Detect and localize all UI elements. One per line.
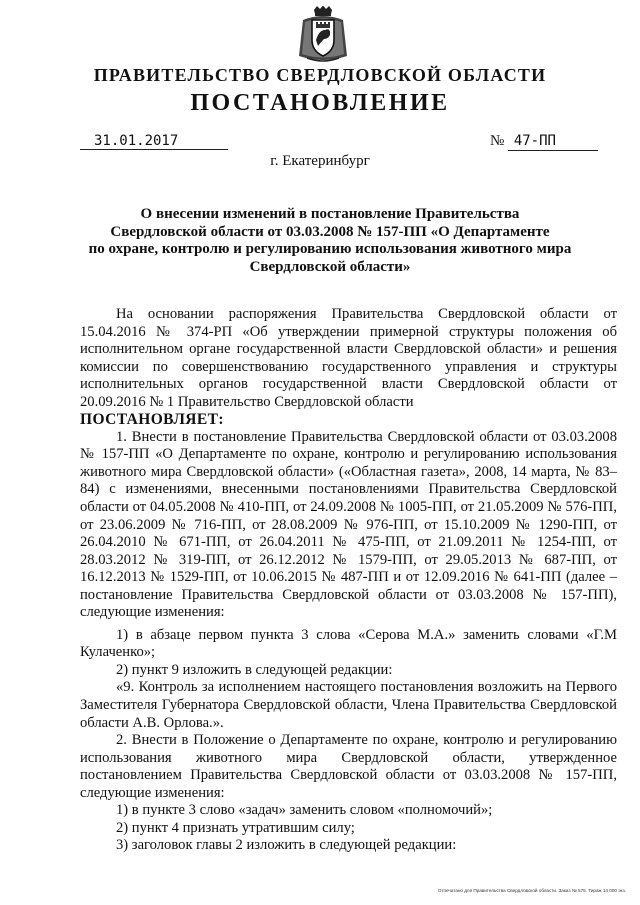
preamble-paragraph: На основании распоряжения Правительства Свердловской области от 15.04.2016 № 374-РП «Об утверждении примерной структуры положения об исполнительном органе государственной власти Свердловской области» и решения комиссии по совершенствованию государственного управления и структуры исполнительных органов государственной власти Свердловской области от 20.09.2016 № 1 Правительство Свердловской области — [80, 306, 617, 410]
title-line: Свердловской области от 03.03.2008 № 157-ПП «О Департаменте — [110, 223, 550, 240]
decree-heading: ПОСТАНОВЛЯЕТ: — [80, 411, 224, 429]
document-type: ПОСТАНОВЛЕНИЕ — [190, 90, 450, 116]
item-1-2-quote-paragraph: «9. Контроль за исполнением настоящего постановления возложить на Первого Заместителя Губернатора Свердловской области, Члена Правительства Свердловской области А.В. Орлова.». — [80, 679, 617, 731]
document-body — [80, 306, 617, 855]
print-imprint: Отпечатано для Правительства Свердловской области. Заказ № 575. Тираж 14 000 экз. — [437, 888, 626, 893]
document-date: 31.01.2017 — [80, 132, 228, 150]
item-2-paragraph: 2. Внести в Положение о Департаменте по охране, контролю и регулированию использования животного мира Свердловской области, утвержденное постановлением Правительства Свердловской области от 03.03.2008 № 157-ПП, следующие изменения: — [80, 732, 617, 801]
document-number — [490, 132, 598, 150]
number-sign: № — [490, 133, 505, 149]
coat-of-arms-icon — [295, 6, 351, 64]
title-line: Свердловской области» — [249, 258, 411, 275]
title-line: по охране, контролю и регулированию использования животного мира — [88, 241, 572, 258]
item-1-2-paragraph: 2) пункт 9 изложить в следующей редакции: — [116, 661, 393, 678]
document-title — [60, 206, 600, 276]
item-1-paragraph: 1. Внести в постановление Правительства Свердловской области от 03.03.2008 № 157-ПП «О Департаменте по охране, контролю и регулированию использования животного мира Свердловской области» («Областная газета», 2008, 14 марта, № 83–84) с изменениями, внесенными постановлениями Правительства Свердловской области от 04.05.2008 № 410-ПП, от 24.09.2008 № 1005-ПП, от 21.05.2009 № 576-ПП, от 23.06.2009 № 716-ПП, от 28.08.2009 № 976-ПП, от 15.10.2009 № 1290-ПП, от 26.04.2010 № 671-ПП, от 26.04.2011 № 475-ПП, от 21.09.2011 № 1254-ПП, от 28.03.2012 № 319-ПП, от 26.12.2012 № 1579-ПП, от 29.05.2013 № 687-ПП, от 16.12.2013 № 1529-ПП, от 10.06.2015 № 487-ПП и от 12.09.2016 № 641-ПП (далее – постановление Правительства Свердловской области от 03.03.2008 № 157-ПП), следующие изменения: — [80, 428, 617, 621]
number-value: 47-ПП — [508, 132, 598, 151]
title-line: О внесении изменений в постановление Правительства — [140, 206, 520, 222]
city: г. Екатеринбург — [270, 153, 370, 169]
item-2-2-paragraph: 2) пункт 4 признать утратившим силу; — [116, 819, 355, 836]
item-2-1-paragraph: 1) в пункте 3 слово «задач» заменить словом «полномочий»; — [116, 802, 493, 819]
item-1-1-paragraph: 1) в абзаце первом пункта 3 слова «Серова М.А.» заменить словами «Г.М Кулаченко»; — [80, 626, 617, 661]
government-title: ПРАВИТЕЛЬСТВО СВЕРДЛОВСКОЙ ОБЛАСТИ — [93, 65, 547, 85]
item-2-3-paragraph: 3) заголовок главы 2 изложить в следующей редакции: — [116, 837, 457, 854]
